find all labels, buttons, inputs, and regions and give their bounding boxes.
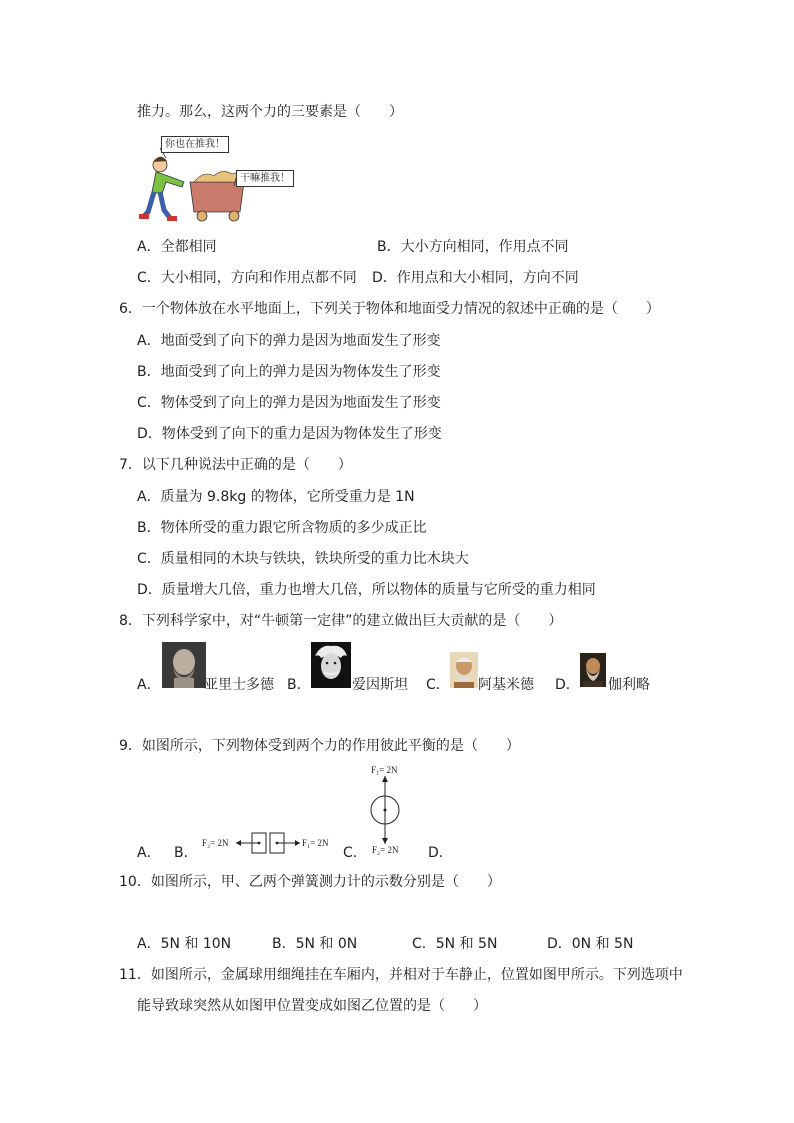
- q9-b-right-force-label: F₁= 2N: [302, 838, 329, 848]
- q10-option-c: C．5N 和 5N: [412, 936, 498, 952]
- q9-option-a: A．: [137, 845, 161, 861]
- q9-option-b: B．: [174, 845, 198, 861]
- q10-option-d: D．0N 和 5N: [547, 936, 634, 952]
- q6-option-c: C．物体受到了向上的弹力是因为地面发生了形变: [137, 395, 441, 411]
- einstein-portrait-icon: [311, 642, 351, 688]
- q9-stem: 9．如图所示，下列物体受到两个力的作用彼此平衡的是（ ）: [119, 738, 520, 754]
- q6-option-d: D．物体受到了向下的重力是因为物体发生了形变: [137, 426, 442, 442]
- q9-b-left-force-label: F₂= 2N: [202, 838, 229, 848]
- q8-option-d-letter: D．: [555, 677, 580, 693]
- q10-option-a: A．5N 和 10N: [137, 936, 232, 952]
- q10-stem: 10．如图所示，甲、乙两个弹簧测力计的示数分别是（ ）: [119, 874, 501, 890]
- q9-c-top-force-label: F₁= 2N: [371, 765, 398, 775]
- galileo-portrait-icon: [580, 653, 606, 687]
- aristotle-portrait-icon: [162, 642, 206, 688]
- q5-stem-tail: 推力。那么，这两个力的三要素是（ ）: [137, 104, 403, 120]
- q5-illustration: [136, 132, 306, 228]
- q7-stem: 7．以下几种说法中正确的是（ ）: [119, 457, 352, 473]
- q6-stem: 6．一个物体放在水平地面上，下列关于物体和地面受力情况的叙述中正确的是（ ）: [119, 301, 660, 317]
- q9-option-d: D．: [428, 845, 453, 861]
- q8-option-c-letter: C．: [426, 677, 450, 693]
- q8-option-b-letter: B．: [287, 677, 311, 693]
- q8-option-a-letter: A．: [137, 677, 161, 693]
- q7-option-a: A．质量为 9.8kg 的物体，它所受重力是 1N: [137, 489, 415, 505]
- q9-b-diagram: [200, 829, 340, 859]
- q5-option-c: C．大小相同，方向和作用点都不同: [137, 270, 357, 286]
- q8-option-c-name: 阿基米德: [478, 677, 534, 693]
- q8-option-b-name: 爱因斯坦: [352, 677, 408, 693]
- q6-option-b: B．地面受到了向上的弹力是因为物体发生了形变: [137, 364, 441, 380]
- q10-option-b: B．5N 和 0N: [272, 936, 358, 952]
- cart-speech-bubble: 干嘛推我！: [236, 170, 294, 187]
- q11-stem-line2: 能导致球突然从如图甲位置变成如图乙位置的是（ ）: [137, 998, 487, 1014]
- q5-option-d: D．作用点和大小相同，方向不同: [372, 270, 579, 286]
- archimedes-portrait-icon: [450, 652, 478, 688]
- q6-option-a: A．地面受到了向下的弹力是因为地面发生了形变: [137, 333, 441, 349]
- q7-option-b: B．物体所受的重力跟它所含物质的多少成正比: [137, 520, 427, 536]
- q8-option-d-name: 伽利略: [608, 677, 650, 693]
- boy-speech-bubble: 你也在推我！: [161, 136, 229, 153]
- q9-option-c: C．: [343, 845, 367, 861]
- q7-option-c: C．质量相同的木块与铁块，铁块所受的重力比木块大: [137, 551, 469, 567]
- q5-option-b: B．大小方向相同，作用点不同: [377, 239, 569, 255]
- q11-stem-line1: 11．如图所示，金属球用细绳挂在车厢内，并相对于车静止，位置如图甲所示。下列选项中: [119, 967, 683, 983]
- q5-option-a: A．全都相同: [137, 239, 217, 255]
- q7-option-d: D．质量增大几倍，重力也增大几倍，所以物体的质量与它所受的重力相同: [137, 582, 596, 598]
- q8-stem: 8．下列科学家中，对“牛顿第一定律”的建立做出巨大贡献的是（ ）: [119, 613, 563, 629]
- q9-c-bottom-force-label: F₂= 2N: [372, 845, 399, 855]
- q9-c-force-figure: [364, 762, 414, 858]
- q8-option-a-name: 亚里士多德: [204, 677, 274, 693]
- q9-c-diagram: [364, 762, 414, 858]
